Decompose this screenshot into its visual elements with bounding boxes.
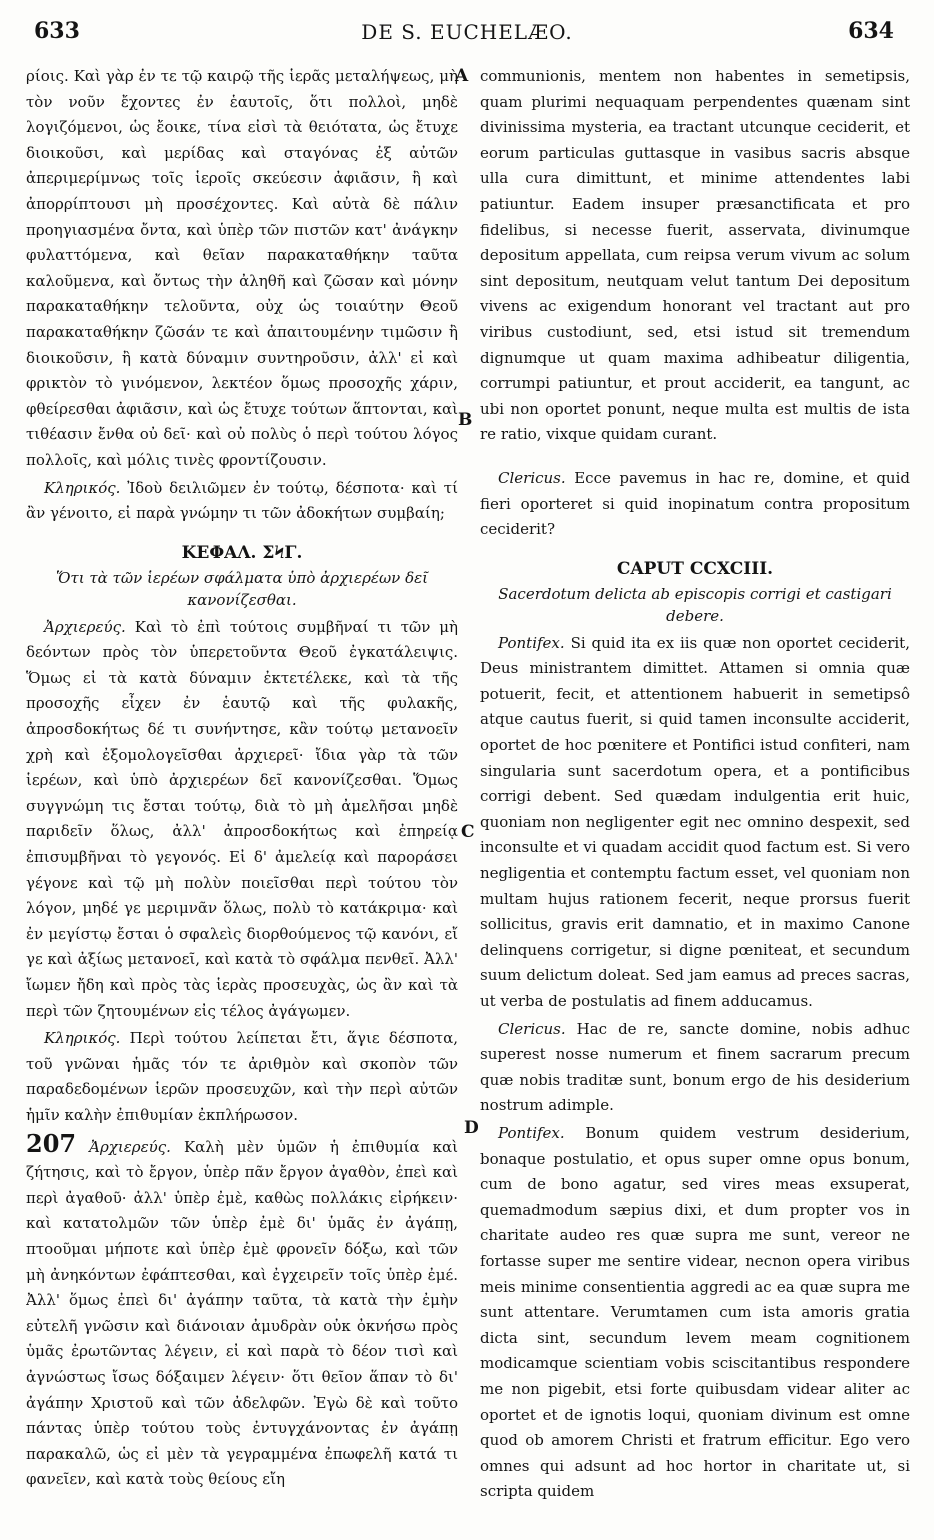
speaker-label: Pontifex. bbox=[498, 1123, 565, 1142]
margin-letter-a: A bbox=[455, 66, 469, 86]
section-number: 207 bbox=[26, 1128, 77, 1158]
page-header bbox=[0, 0, 934, 56]
greek-column bbox=[26, 64, 458, 1534]
speaker-label: Clericus. bbox=[498, 1019, 566, 1038]
speaker-label: Ἀρχιερεύς. bbox=[44, 617, 126, 636]
running-title: DE S. EUCHELÆO. bbox=[361, 20, 573, 44]
column-gutter bbox=[466, 60, 467, 1530]
margin-letter-b: B bbox=[458, 410, 473, 430]
margin-letter-d: D bbox=[464, 1118, 479, 1138]
latin-paragraph: Pontifex. Si quid ita ex iis quæ non oportet ceciderit, Deus ministrantem dimittet. Attamen si omnia quæ potuerit, fecit, et attentionem habuerit in semetipsô atque cautus fuerit, si quid tamen inconsulte acciderit, oportet de hoc pœnitere et Pontifici istud confiteri, nam singularia sunt sacerdotum opera, et a pontificibus corrigi debent. Sed quædam indulgentia erit huic, quoniam non negligenter egit nec omnino despexit, sed inconsulte et vi quadam accidit quod factum est. Si vero negligentia et contemptu factum esset, vel quoniam non multam hujus rationem fecerit, neque prorsus fuerit sollicitus, gravis erit damnatio, et in maximo Canone delinquens corrigetur, si digne pœniteat, et secundum suum delictum doleat. Sed jam eamus ad preces sacras, ut verba de postulatis ad finem adducamus. bbox=[480, 633, 910, 1010]
chapter-subtitle: Sacerdotum delicta ab episcopis corrigi et castigari debere. bbox=[498, 584, 892, 625]
speaker-label: Ἀρχιερεύς. bbox=[89, 1137, 171, 1156]
chapter-heading: ΚΕΦΑΛ. ΣϞΓ. bbox=[181, 542, 303, 563]
page-number-left: 633 bbox=[34, 18, 80, 44]
speaker-label: Κληρικός. bbox=[44, 1029, 121, 1048]
greek-paragraph: ρίοις. Καὶ γὰρ ἐν τε τῷ καιρῷ τῆς ἱερᾶς μεταλήψεως, μὴ τὸν νοῦν ἔχοντες ἐν ἑαυτοῖς, ὅτι πολλοὶ, μηδὲ λογιζόμενοι, ὡς ἔοικε, τίνα εἰσὶ τὰ θειότατα, ὡς ἔτυχε διοικοῦσι, καὶ μερίδας καὶ σταγόνας ἐξ αὐτῶν ἀπεριμερίμνως τοῖς ἱεροῖς σκεύεσιν ἀφιᾶσιν, ἢ καὶ ἀπορρίπτουσι μὴ προσέχοντες. Καὶ αὐτὰ δὲ πάλιν προηγιασμένα ὄντα, καὶ ὑπὲρ τῶν πιστῶν κατ' ἀνάγκην φυλαττόμενα, καὶ θεῖαν παρακαταθήκην ταῦτα καλοῦμενα, καὶ ὄντως τὴν ἀληθῆ καὶ ζῶσαν καὶ μόνην παρακαταθήκην τελοῦντα, οὐχ ὡς τοιαύτην Θεοῦ παρακαταθήκην ζῶσάν τε καὶ ἀπαιτουμένην τιμῶσιν ἢ διοικοῦσιν, ἢ κατὰ δύναμιν συντηροῦσιν, ἀλλ' εἰ καὶ φρικτὸν τὸ γινόμενον, λεκτέον ὅμως προσοχῆς χάριν, φθείρεσθαι ἀφιᾶσιν, καὶ ὡς ἔτυχε τούτων ἅπτονται, καὶ τιθέασιν ἔνθα οὐ δεῖ· καὶ οὐ πολὺς ὁ περὶ τούτου λόγος πολλοῖς, καὶ μόλις τινὲς φροντίζουσιν. bbox=[26, 67, 458, 469]
greek-paragraph: 207 Ἀρχιερεύς. Καλὴ μὲν ὑμῶν ἡ ἐπιθυμία καὶ ζήτησις, καὶ τὸ ἔργον, ὑπὲρ πᾶν ἔργον ἀγαθὸν, ἐπεὶ καὶ περὶ ἀγαθοῦ· ἀλλ' ὑπὲρ ἐμὲ, καθὼς πολλάκις εἰρήκειν· καὶ κατατολμῶν τῶν ὑπὲρ ἐμὲ δι' ὑμᾶς ἐν ἀγάπῃ, πτοοῦμαι μήποτε καὶ ὑπὲρ ἐμὲ φρονεῖν δόξω, καὶ τῶν μὴ ἀνηκόντων ἐφάπτεσθαι, καὶ ἐγχειρεῖν τοῖς ὑπὲρ ἐμέ. Ἀλλ' ὅμως ἐπεὶ δι' ἀγάπην ταῦτα, τὰ κατὰ τὴν ἐμὴν εὐτελῆ γνῶσιν καὶ διάνοιαν ἀμυδρὰν οὐκ ὀκνήσω πρὸς ὑμᾶς ἐρωτῶντας λέγειν, εἰ καὶ παρὰ τὸ δέον τισὶ καὶ ἀγνώστως ἴσως δόξαιμεν λέγειν· ὅτι θεῖον ἅπαν τὸ δι' ἀγάπην Χριστοῦ καὶ τῶν ἀδελφῶν. Ἐγὼ δὲ καὶ τοῦτο πάντας ὑπὲρ τούτου τοὺς ἐντυγχάνοντας ἐν ἀγάπῃ παρακαλῶ, ὡς εἰ μὲν τὰ γεγραμμένα ἐπωφελῆ κατά τι φανεῖεν, καὶ κατὰ τοὺς θείους εἴη bbox=[26, 1128, 458, 1489]
margin-letter-c: C bbox=[461, 822, 475, 842]
speaker-label: Κληρικός. bbox=[44, 478, 121, 497]
speaker-label: Pontifex. bbox=[498, 633, 565, 652]
latin-paragraph: Clericus. Hac de re, sancte domine, nobis adhuc superest nosse numerum et finem sacrarum precum quæ nobis traditæ sunt, bonum ergo de his desiderium nostrum adimple. bbox=[480, 1019, 910, 1115]
greek-paragraph: Ἀρχιερεύς. Καὶ τὸ ἐπὶ τούτοις συμβῆναί τι τῶν μὴ δεόντων πρὸς τὸν ὑπερετοῦντα Θεοῦ ἐγκατάλειψις. Ὅμως εἰ τὰ κατὰ δύναμιν ἐκτετέλεκε, καὶ τὰ τῆς προσοχῆς εἶχεν ἐν ἑαυτῷ καὶ τῆς φυλακῆς, ἀπροσδοκήτως δέ τι συνήντησε, κἂν τούτῳ μετανοεῖν χρὴ καὶ ἐξομολογεῖσθαι ἀρχιερεῖ· ἴδια γὰρ τὰ τῶν ἱερέων, καὶ ὑπὸ ἀρχιερέων δεῖ κανονίζεσθαι. Ὅμως συγγνώμη τις ἔσται τούτῳ, διὰ τὸ μὴ ἀμελῆσαι μηδὲ παριδεῖν ὅλως, ἀλλ' ἀπροσδοκήτως καὶ ἐπηρείᾳ ἐπισυμβῆναι τὸ γεγονός. Εἰ δ' ἀμελείᾳ καὶ παροράσει γέγονε καὶ τῷ μὴ πολὺν ποιεῖσθαι περὶ τούτου τὸν λόγον, μηδέ γε μεριμνᾶν ὅλως, πολὺ τὸ κατάκριμα· καὶ ἐν μεγίστῳ ἔσται ὁ σφαλεὶς διορθούμενος τῷ κανόνι, εἴ γε καὶ ἀξίως μετανοεῖ, καὶ κατὰ τὸ σφάλμα πενθεῖ. Ἀλλ' ἴωμεν ἤδη καὶ πρὸς τὰς ἱερὰς προσευχὰς, ὡς ἂν καὶ τὰ περὶ τῶν ζητουμένων εἰς τέλος ἀγάγωμεν. bbox=[26, 617, 458, 1020]
latin-paragraph: Clericus. Ecce pavemus in hac re, domine, et quid fieri oporteret si quid inopinatum contra propositum ceciderit? bbox=[480, 468, 910, 539]
chapter-heading: CAPUT CCXCIII. bbox=[616, 558, 774, 579]
chapter-subtitle: Ὅτι τὰ τῶν ἱερέων σφάλματα ὑπὸ ἀρχιερέων δεῖ κανονίζεσθαι. bbox=[55, 568, 429, 609]
greek-paragraph: Κληρικός. Περὶ τούτου λείπεται ἔτι, ἅγιε δέσποτα, τοῦ γνῶναι ἡμᾶς τόν τε ἀριθμὸν καὶ σκοπὸν τῶν παραδεδομένων ἱερῶν προσευχῶν, καὶ τὴν περὶ αὐτῶν ἡμῖν καλὴν ἐπιθυμίαν ἐκπλήρωσον. bbox=[26, 1029, 458, 1124]
greek-paragraph: Κληρικός. Ἰδοὺ δειλιῶμεν ἐν τούτῳ, δέσποτα· καὶ τί ἂν γένοιτο, εἰ παρὰ γνώμην τι τῶν ἀδοκήτων συμβαίη; bbox=[26, 478, 458, 523]
speaker-label: Clericus. bbox=[498, 468, 566, 487]
latin-column bbox=[480, 64, 910, 1534]
latin-paragraph: communionis, mentem non habentes in semetipsis, quam plurimi nequaquam perpendentes quænam sint divinissima mysteria, ea tractant utcunque ceciderit, et eorum particulas guttasque in vasibus sacris absque ulla cura dimittunt, et minime attendentes labi patiuntur. Eadem insuper præsanctificata et pro fidelibus, si necesse fuerit, asservata, divinumque depositum appellata, cum reipsa verum vivum ac solum sint depositum, neutquam velut tantum Dei depositum vivens ac exigendum honorant vel tractant aut pro viribus custodiunt, sed, etsi istud sit tremendum dignumque ut quam maxima adhibeatur diligentia, corrumpi patiuntur, et prout acciderit, ea tangunt, ac ubi non oportet ponunt, neque multa est multis de ista re ratio, vixque quidam curant. bbox=[480, 67, 910, 444]
page-number-right: 634 bbox=[848, 18, 894, 44]
latin-paragraph: Pontifex. Bonum quidem vestrum desiderium, bonaque postulatio, et opus super omne opus bonum, cum de bono agatur, sed vires meas exsuperat, quemadmodum sæpius dixi, et dum propter vos in charitate audeo res quæ supra me sunt, vereor ne fortasse super me sentire videar, necnon opera viribus meis minime consentientia aggredi ac ea quæ supra me sunt attentare. Verumtamen cum ista amoris gratia dicta sint, secundum levem meam cognitionem modicamque scientiam vobis sciscitantibus respondere me non pigebit, etsi forte quibusdam videar aliter ac oportet et de ignotis loqui, quoniam divinum est omne quod ob amorem Christi et fratrum efficitur. Ego vero omnes qui adsunt ad hoc hortor in charitate ut, si scripta quidem bbox=[480, 1123, 910, 1501]
